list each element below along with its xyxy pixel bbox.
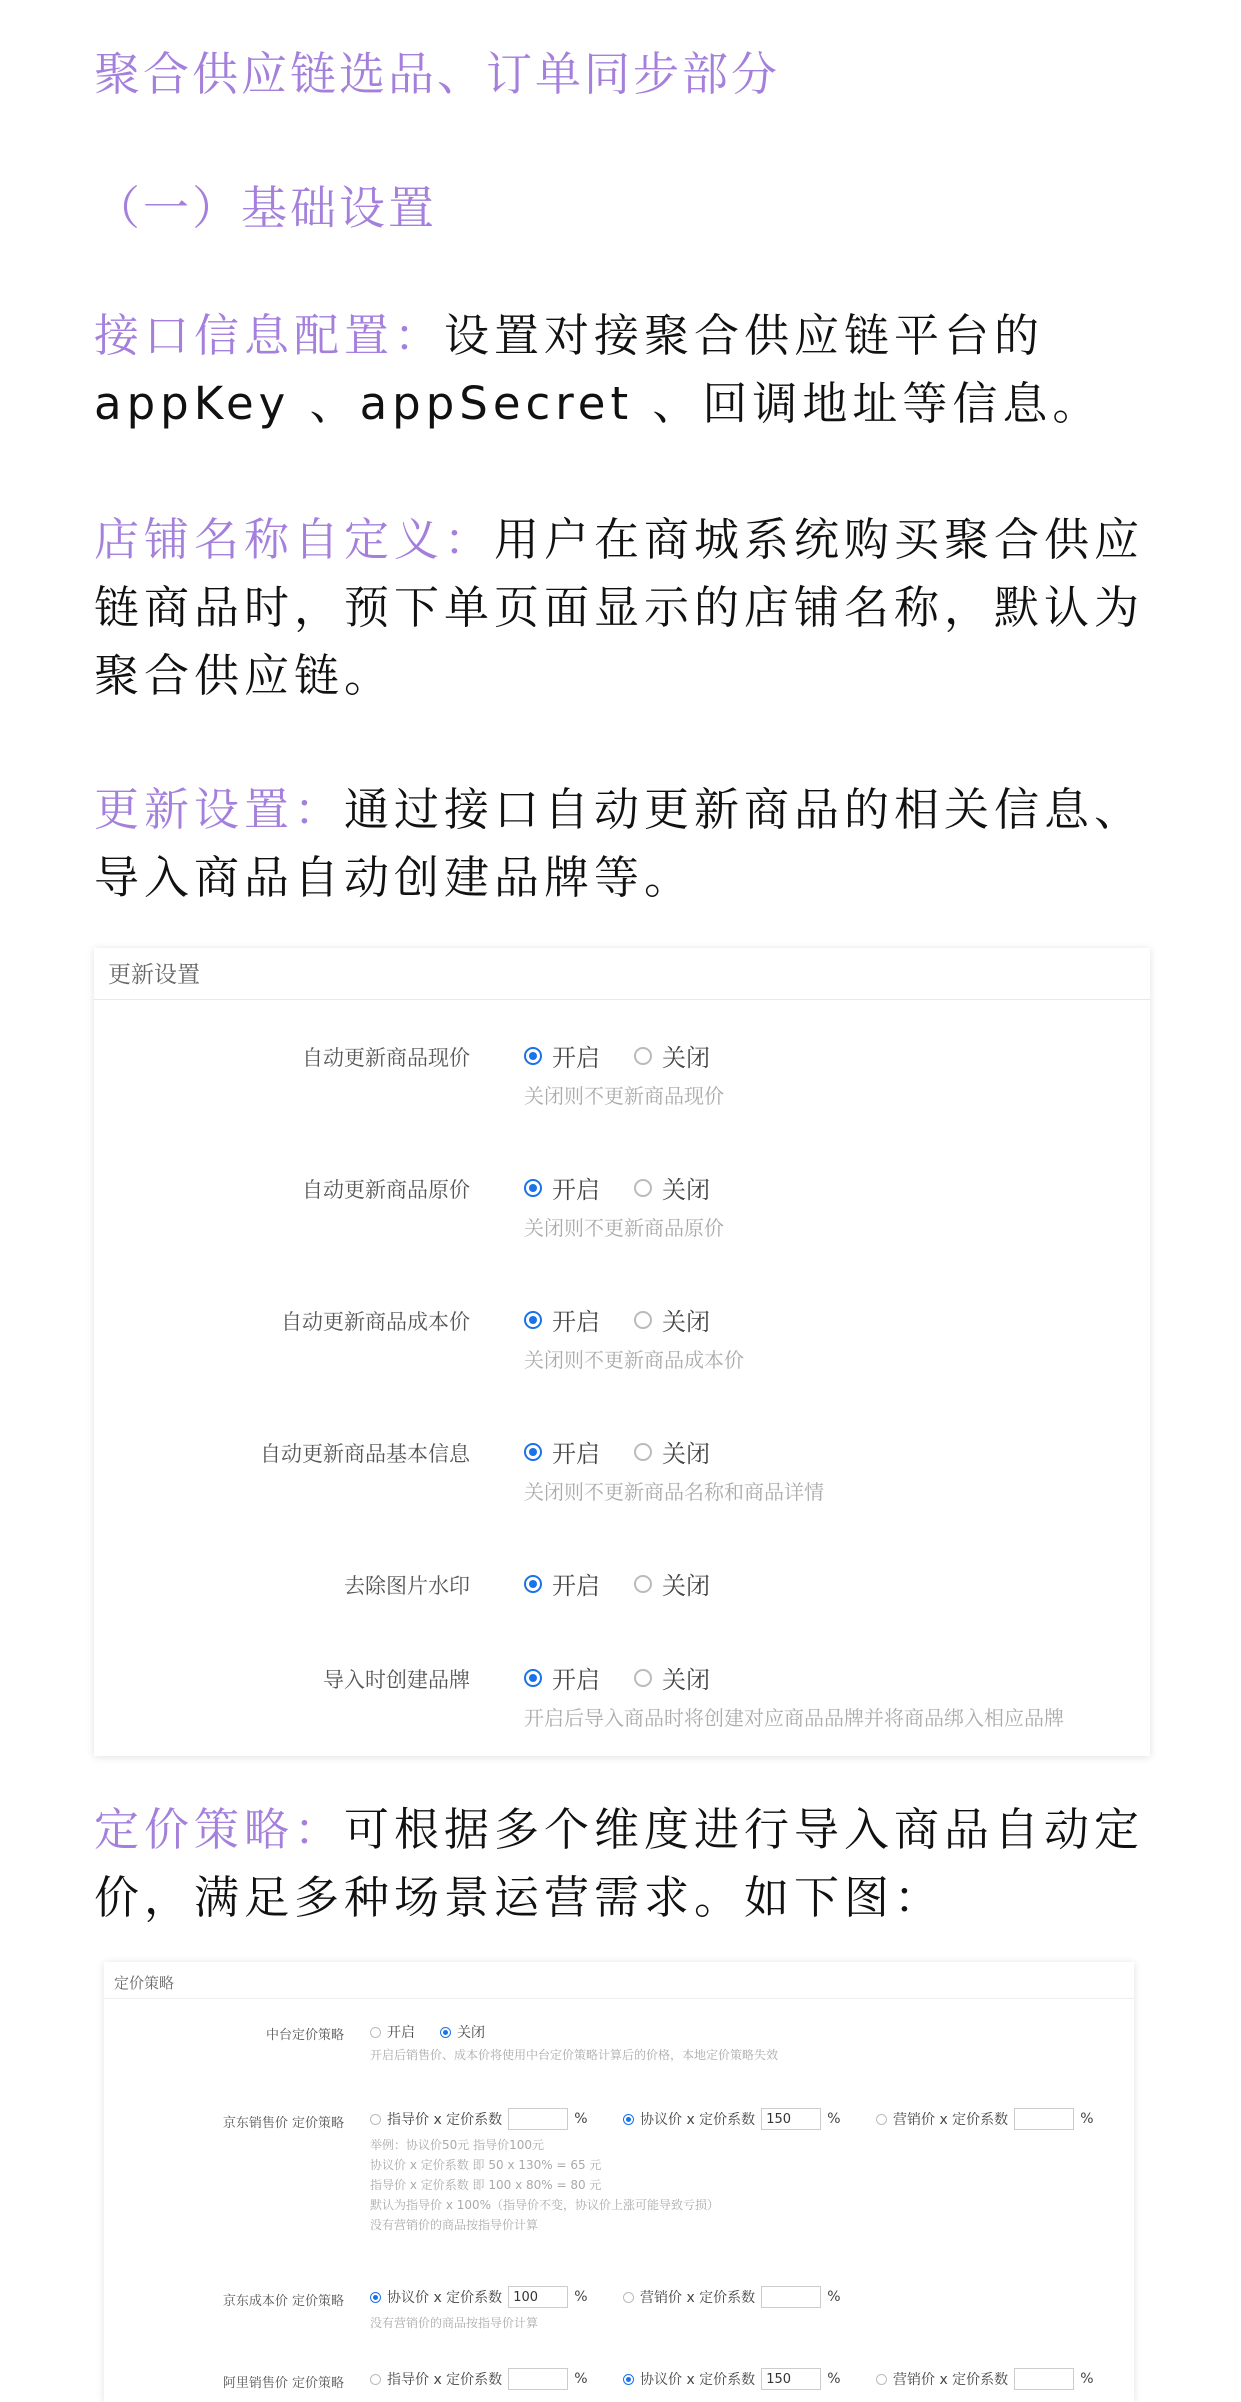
- jd-sale-label: 京东销售价 定价策略: [222, 2116, 344, 2131]
- paragraph-label: 店铺名称自定义：: [94, 513, 495, 566]
- radio-label: 开启: [387, 2025, 415, 2041]
- radio-label: 开启: [552, 1176, 600, 1204]
- radio-unchecked-icon: [370, 2114, 381, 2125]
- radio-label: 营销价 x 定价系数: [893, 2372, 1009, 2388]
- coefficient-input[interactable]: [508, 2108, 568, 2130]
- paragraph-label: 更新设置：: [94, 783, 345, 836]
- page-heading: 聚合供应链选品、订单同步部分: [94, 47, 780, 101]
- paragraph-text: 通过接口自动更新商品的相关信息、导入商品自动创建品牌等。: [94, 783, 1145, 904]
- percent-sign: %: [1080, 2371, 1094, 2387]
- setting-hint: 关闭则不更新商品名称和商品详情: [524, 1480, 824, 1504]
- radio-off[interactable]: [634, 1038, 710, 1073]
- ali-sale-opt-guide[interactable]: [370, 2368, 588, 2390]
- radio-label: 关闭: [662, 1308, 710, 1336]
- radio-off[interactable]: [634, 1302, 710, 1337]
- percent-sign: %: [574, 2111, 588, 2127]
- central-pricing-label: 中台定价策略: [265, 2028, 344, 2043]
- radio-label: 指导价 x 定价系数: [387, 2372, 503, 2388]
- radio-label: 关闭: [662, 1440, 710, 1468]
- radio-checked-icon: [440, 2027, 451, 2038]
- section-heading: （一）基础设置: [94, 181, 437, 235]
- panel-title: 更新设置: [108, 962, 200, 988]
- percent-sign: %: [827, 2289, 841, 2305]
- jd-sale-note: 协议价 x 定价系数 即 50 x 130% = 65 元: [370, 2158, 602, 2172]
- radio-label: 关闭: [457, 2025, 485, 2041]
- coefficient-input[interactable]: [1014, 2368, 1074, 2390]
- percent-sign: %: [1080, 2111, 1094, 2127]
- pricing-strategy-panel: [104, 1962, 1134, 2402]
- radio-label: 关闭: [662, 1572, 710, 1600]
- radio-label: 协议价 x 定价系数: [640, 2372, 756, 2388]
- radio-unchecked-icon: [634, 1047, 652, 1065]
- radio-checked-icon: [524, 1575, 542, 1593]
- radio-checked-icon: [524, 1443, 542, 1461]
- radio-unchecked-icon: [634, 1575, 652, 1593]
- percent-sign: %: [827, 2111, 841, 2127]
- jd-sale-opt-agreement[interactable]: [623, 2108, 841, 2130]
- setting-hint: 关闭则不更新商品成本价: [524, 1348, 744, 1372]
- radio-checked-icon: [524, 1311, 542, 1329]
- jd-cost-opt-marketing[interactable]: [623, 2286, 841, 2308]
- radio-unchecked-icon: [623, 2292, 634, 2303]
- radio-label: 关闭: [662, 1176, 710, 1204]
- radio-unchecked-icon: [634, 1443, 652, 1461]
- setting-hint: 关闭则不更新商品原价: [524, 1216, 724, 1240]
- coefficient-input[interactable]: 150: [761, 2368, 821, 2390]
- radio-checked-icon: [524, 1669, 542, 1687]
- jd-cost-opt-agreement[interactable]: [370, 2286, 588, 2308]
- jd-sale-note: 默认为指导价 x 100%（指导价不变，协议价上涨可能导致亏损）: [370, 2198, 720, 2212]
- setting-label: 去除图片水印: [344, 1574, 470, 1598]
- radio-on[interactable]: [524, 1660, 600, 1695]
- jd-cost-label: 京东成本价 定价策略: [222, 2294, 344, 2309]
- radio-unchecked-icon: [370, 2027, 381, 2038]
- radio-unchecked-icon: [634, 1669, 652, 1687]
- jd-sale-note: 指导价 x 定价系数 即 100 x 80% = 80 元: [370, 2178, 602, 2192]
- jd-sale-note: 没有营销价的商品按指导价计算: [370, 2218, 539, 2232]
- jd-sale-opt-guide[interactable]: [370, 2108, 588, 2130]
- jd-cost-note: 没有营销价的商品按指导价计算: [370, 2316, 539, 2330]
- paragraph-api-config: [94, 302, 1174, 438]
- setting-label: 导入时创建品牌: [323, 1668, 470, 1692]
- radio-label: 开启: [552, 1440, 600, 1468]
- paragraph-text: 设置对接聚合供应链平台的appKey 、appSecret 、回调地址等信息。: [94, 309, 1103, 430]
- radio-checked-icon: [370, 2292, 381, 2303]
- coefficient-input[interactable]: [1014, 2108, 1074, 2130]
- radio-label: 营销价 x 定价系数: [893, 2112, 1009, 2128]
- central-off-radio[interactable]: [440, 2022, 485, 2042]
- radio-label: 营销价 x 定价系数: [640, 2290, 756, 2306]
- paragraph-label: 接口信息配置：: [94, 309, 445, 362]
- divider: [104, 1998, 1134, 1999]
- radio-label: 关闭: [662, 1666, 710, 1694]
- ali-sale-opt-marketing[interactable]: [876, 2368, 1094, 2390]
- radio-off[interactable]: [634, 1434, 710, 1469]
- radio-checked-icon: [623, 2374, 634, 2385]
- radio-label: 指导价 x 定价系数: [387, 2112, 503, 2128]
- paragraph-text: 用户在商城系统购买聚合供应链商品时，预下单页面显示的店铺名称，默认为聚合供应链。: [94, 513, 1145, 702]
- coefficient-input[interactable]: 100: [508, 2286, 568, 2308]
- radio-off[interactable]: [634, 1660, 710, 1695]
- coefficient-input[interactable]: [508, 2368, 568, 2390]
- coefficient-input[interactable]: 150: [761, 2108, 821, 2130]
- radio-checked-icon: [524, 1047, 542, 1065]
- percent-sign: %: [574, 2371, 588, 2387]
- radio-off[interactable]: [634, 1566, 710, 1601]
- setting-label: 自动更新商品基本信息: [260, 1442, 470, 1466]
- radio-on[interactable]: [524, 1302, 600, 1337]
- radio-unchecked-icon: [634, 1311, 652, 1329]
- radio-on[interactable]: [524, 1566, 600, 1601]
- paragraph-store-name: [94, 506, 1174, 710]
- radio-unchecked-icon: [876, 2114, 887, 2125]
- central-hint: 开启后销售价、成本价将使用中台定价策略计算后的价格，本地定价策略失效: [370, 2048, 779, 2062]
- jd-sale-opt-marketing[interactable]: [876, 2108, 1094, 2130]
- radio-unchecked-icon: [634, 1179, 652, 1197]
- radio-on[interactable]: [524, 1434, 600, 1469]
- setting-hint: 开启后导入商品时将创建对应商品品牌并将商品绑入相应品牌: [524, 1706, 1064, 1730]
- setting-label: 自动更新商品成本价: [281, 1310, 470, 1334]
- paragraph-text: 可根据多个维度进行导入商品自动定价，满足多种场景运营需求。如下图：: [94, 1803, 1145, 1924]
- divider: [94, 999, 1150, 1000]
- radio-label: 开启: [552, 1666, 600, 1694]
- radio-checked-icon: [524, 1179, 542, 1197]
- ali-sale-label: 阿里销售价 定价策略: [222, 2376, 344, 2391]
- radio-on[interactable]: [524, 1038, 600, 1073]
- radio-off[interactable]: [634, 1170, 710, 1205]
- radio-checked-icon: [623, 2114, 634, 2125]
- update-settings-panel: [94, 948, 1150, 1756]
- paragraph-pricing: [94, 1796, 1174, 1932]
- coefficient-input[interactable]: [761, 2286, 821, 2308]
- panel-title: 定价策略: [114, 1974, 175, 1992]
- radio-unchecked-icon: [370, 2374, 381, 2385]
- jd-sale-note: 举例：协议价50元 指导价100元: [370, 2138, 544, 2152]
- radio-label: 开启: [552, 1044, 600, 1072]
- setting-label: 自动更新商品原价: [302, 1178, 470, 1202]
- setting-label: 自动更新商品现价: [302, 1046, 470, 1070]
- setting-hint: 关闭则不更新商品现价: [524, 1084, 724, 1108]
- radio-label: 关闭: [662, 1044, 710, 1072]
- radio-label: 开启: [552, 1572, 600, 1600]
- percent-sign: %: [827, 2371, 841, 2387]
- radio-on[interactable]: [524, 1170, 600, 1205]
- radio-label: 协议价 x 定价系数: [387, 2290, 503, 2306]
- paragraph-label: 定价策略：: [94, 1803, 345, 1856]
- central-on-radio[interactable]: [370, 2022, 415, 2042]
- paragraph-update-settings: [94, 776, 1174, 912]
- radio-label: 开启: [552, 1308, 600, 1336]
- ali-sale-opt-agreement[interactable]: [623, 2368, 841, 2390]
- radio-label: 协议价 x 定价系数: [640, 2112, 756, 2128]
- radio-unchecked-icon: [876, 2374, 887, 2385]
- percent-sign: %: [574, 2289, 588, 2305]
